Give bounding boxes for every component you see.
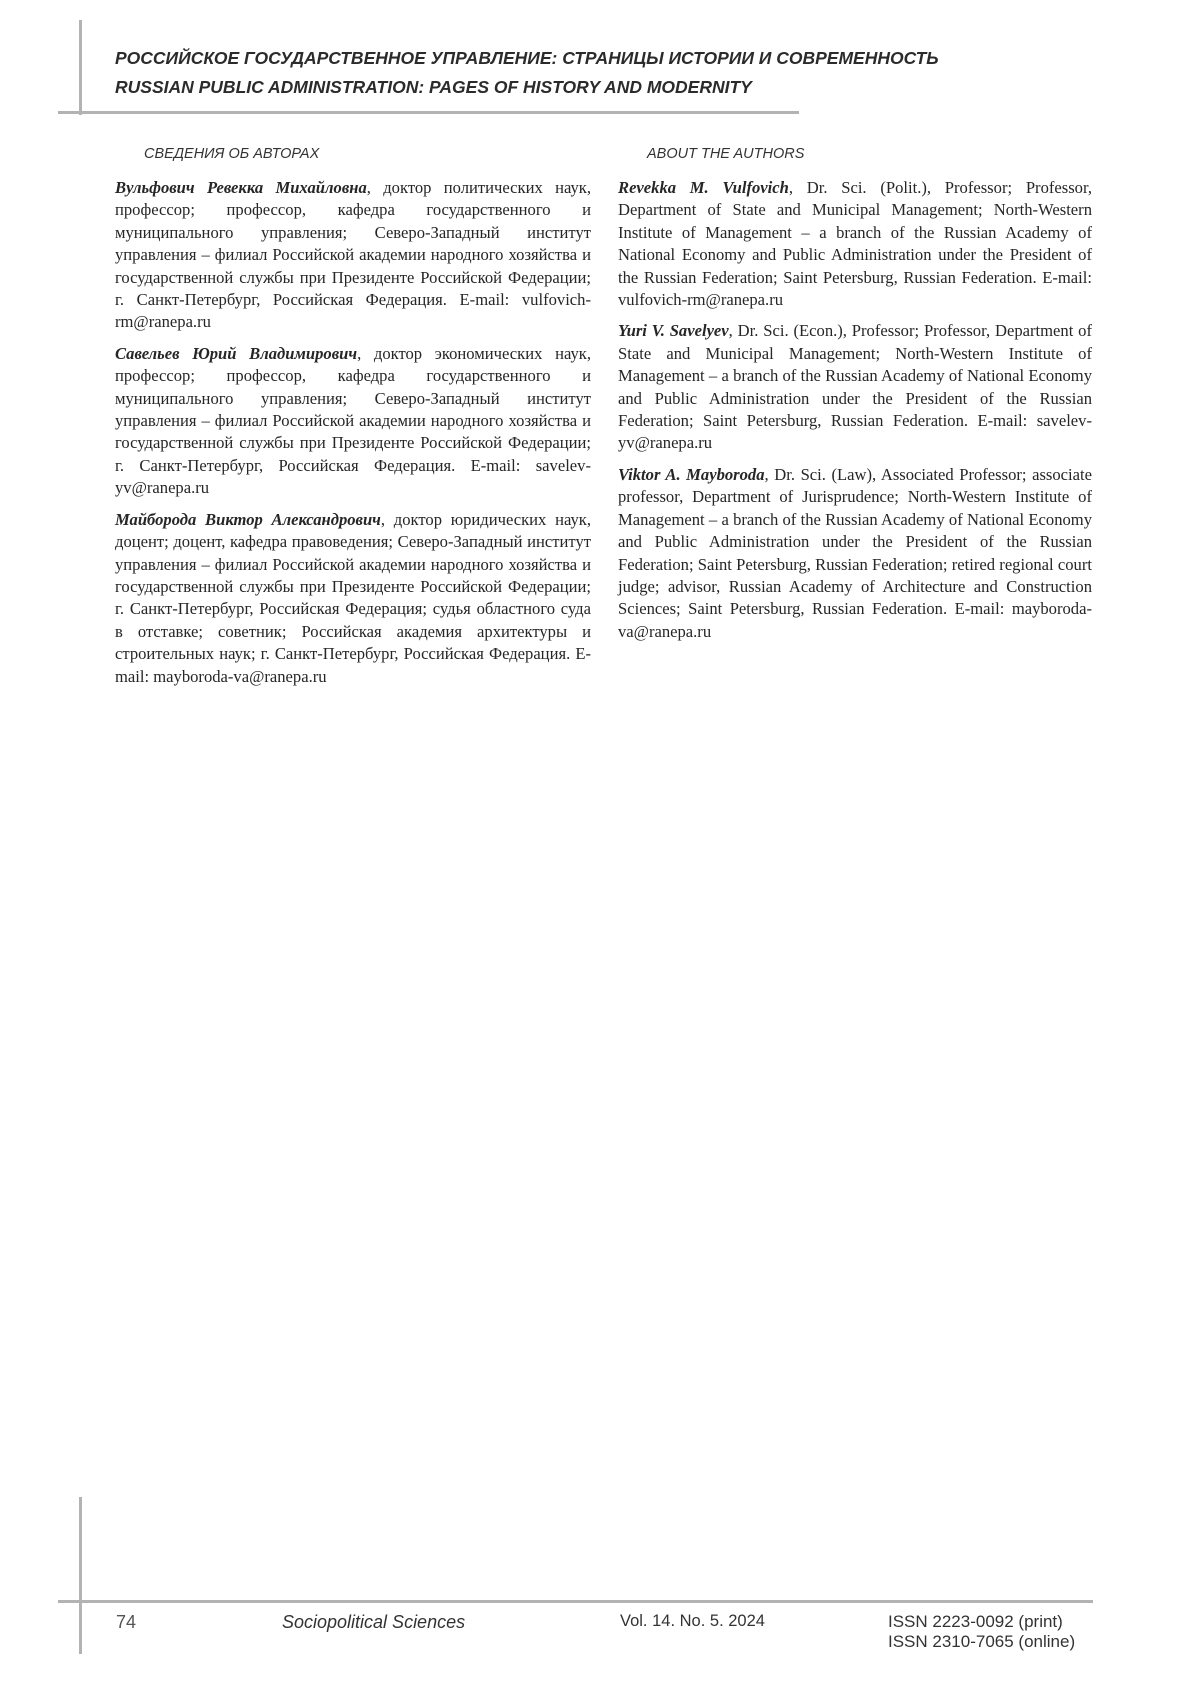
author-details: , доктор политических наук, профессор; профессор, кафедра государственного и муниципального управления; Северо-Западный институт управления – филиал Российской академии народного хозяйства и государственной службы при Президенте Российской Федерации; г. Санкт-Петербург, Российская Федерация. E-mail: vulfovich-rm@ranepa.ru: [115, 178, 591, 332]
author-name: Савельев Юрий Владимирович: [115, 343, 358, 363]
author-name: Yuri V. Savelyev: [618, 321, 729, 341]
author-details: , Dr. Sci. (Econ.), Professor; Professor, Department of State and Municipal Management; North-Western Institute of Management – a branch of the Russian Academy of National Economy and Public Administration under the President of the Russian Federation; Saint Petersburg, Russian Federation. E-mail: savelev-yv@ranepa.ru: [618, 321, 1092, 453]
header-horizontal-rule: [58, 111, 799, 114]
issn-print: ISSN 2223-0092 (print): [888, 1612, 1063, 1631]
author-details: , доктор юридических наук, доцент; доцент, кафедра правоведения; Северо-Западный институт управления – филиал Российской академии народного хозяйства и государственной службы при Президенте Российской Федерации; г. Санкт-Петербург, Российская Федерация; судья областного суда в отставке; советник; Российская академия архитектуры и строительных наук; г. Санкт-Петербург, Российская Федерация. E-mail: mayboroda-va@ranepa.ru: [115, 509, 591, 686]
author-entry-ru: [115, 343, 591, 500]
authors-en-column: [618, 145, 1092, 652]
section-title-ru: СВЕДЕНИЯ ОБ АВТОРАХ: [144, 146, 320, 162]
author-details: , Dr. Sci. (Law), Associated Professor; associate professor, Department of Jurisprudence; North-Western Institute of Management – a branch of the Russian Academy of National Economy and Public Administration under the President of the Russian Federation; Saint Petersburg, Russian Federation; retired regional court judge; advisor, Russian Academy of Architecture and Construction Sciences; Saint Petersburg, Russian Federation. E-mail: mayboroda-va@ranepa.ru: [618, 464, 1092, 641]
issn-online: ISSN 2310-7065 (online): [888, 1632, 1076, 1651]
author-name: Revekka M. Vulfovich: [618, 178, 789, 197]
author-entry-en: [618, 464, 1092, 643]
running-header: [115, 44, 1015, 102]
author-name: Вульфович Ревекка Михайловна: [115, 178, 367, 197]
volume-info: Vol. 14. No. 5. 2024: [620, 1612, 765, 1630]
author-entry-ru: [115, 509, 591, 688]
author-details: , доктор экономических наук, профессор; профессор, кафедра государственного и муниципального управления; Северо-Западный институт управления – филиал Российской академии народного хозяйства и государственной службы при Президенте Российской Федерации; г. Санкт-Петербург, Российская Федерация. E-mail: savelev-yv@ranepa.ru: [115, 343, 591, 498]
page-footer: [0, 1604, 1200, 1650]
section-title-en: ABOUT THE AUTHORS: [647, 146, 805, 162]
author-details: , Dr. Sci. (Polit.), Professor; Professor, Department of State and Municipal Management; North-Western Institute of Management – a branch of the Russian Academy of National Economy and Public Administration under the President of the Russian Federation; Saint Petersburg, Russian Federation. E-mail: vulfovich-rm@ranepa.ru: [618, 178, 1092, 310]
page-number: 74: [116, 1612, 137, 1632]
footer-horizontal-rule: [58, 1600, 1093, 1603]
journal-name: Sociopolitical Sciences: [282, 1612, 466, 1632]
author-name: Майборода Виктор Александрович: [115, 509, 381, 529]
header-title-en: RUSSIAN PUBLIC ADMINISTRATION: PAGES OF HISTORY AND MODERNITY: [115, 77, 752, 97]
header-vertical-rule: [79, 20, 82, 115]
header-title-ru: РОССИЙСКОЕ ГОСУДАРСТВЕННОЕ УПРАВЛЕНИЕ: СТРАНИЦЫ ИСТОРИИ И СОВРЕМЕННОСТЬ: [115, 48, 939, 68]
author-entry-en: [618, 320, 1092, 454]
author-entry-ru: [115, 177, 591, 334]
issn-block: [888, 1612, 1075, 1652]
authors-ru-column: [115, 145, 591, 697]
author-entry-en: [618, 177, 1092, 311]
author-name: Viktor A. Mayboroda: [618, 464, 765, 484]
